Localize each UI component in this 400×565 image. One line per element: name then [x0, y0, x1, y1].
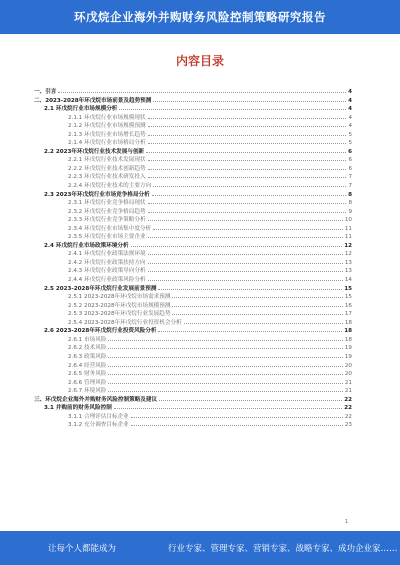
toc-leader-dots [148, 248, 343, 255]
toc-entry-page: 14 [344, 277, 352, 284]
toc-entry-page: 15 [344, 285, 352, 292]
toc-entry[interactable] [34, 257, 352, 266]
toc-leader-dots [146, 146, 346, 153]
toc-leader-dots [148, 257, 343, 264]
toc-entry-label: 2.6.4 经营风险 [68, 362, 107, 369]
toc-leader-dots [108, 385, 342, 392]
toc-entry-page: 11 [344, 225, 352, 232]
toc-entry-label: 2.6.5 财务风险 [68, 371, 107, 378]
toc-entry-page: 22 [344, 413, 352, 420]
toc-entry-page: 18 [344, 328, 352, 335]
toc-entry-label: 2.1 环戊烷行业市场规模分析 [44, 106, 118, 113]
toc-entry-page: 9 [348, 208, 352, 215]
toc-entry-label: 2.1.1 环戊烷行业市场规模现状 [68, 114, 146, 121]
toc-entry-page: 20 [344, 371, 352, 378]
toc-entry-label: 2.5.1 2023-2028年环戊烷市场需求预测 [68, 294, 171, 301]
toc-leader-dots [148, 120, 347, 127]
toc-entry-label: 2.4.4 环戊烷行业政策风险分析 [68, 277, 146, 284]
toc-entry-label: 2.5.3 2023-2028年环戊烷行业发展趋势 [68, 311, 171, 318]
toc-entry[interactable] [34, 334, 352, 343]
toc-entry-label: 2.6.1 市场风险 [68, 336, 107, 343]
toc-leader-dots [148, 171, 347, 178]
table-of-contents [34, 86, 352, 428]
toc-entry[interactable] [34, 240, 352, 249]
toc-entry-label: 2.6 2023-2028年环戊烷行业投资风险分析 [44, 328, 157, 335]
toc-entry[interactable] [34, 351, 352, 360]
toc-entry[interactable] [34, 360, 352, 369]
toc-entry-label: 2.5.2 2023-2028年环戊烷市场规模预测 [68, 302, 171, 309]
toc-entry-page: 13 [344, 268, 352, 275]
toc-entry[interactable] [34, 129, 352, 138]
toc-leader-dots [148, 137, 347, 144]
toc-entry-page: 11 [344, 234, 352, 241]
toc-leader-dots [172, 308, 342, 315]
toc-leader-dots [148, 129, 347, 136]
toc-title: 内容目录 [175, 54, 224, 68]
toc-entry-label: 2.2.3 环戊烷行业技术研发投入 [68, 174, 146, 181]
toc-leader-dots [131, 240, 343, 247]
toc-entry[interactable] [34, 206, 352, 215]
toc-entry-page: 7 [348, 183, 352, 190]
toc-entry-label: 2.6.7 环境风险 [68, 388, 107, 395]
toc-leader-dots [148, 274, 343, 281]
toc-entry[interactable] [34, 189, 352, 198]
toc-entry[interactable] [34, 137, 352, 146]
toc-entry-label: 3.1 并购前的财务风险控制 [44, 405, 112, 412]
toc-leader-dots [131, 411, 343, 418]
toc-entry[interactable] [34, 283, 352, 292]
toc-leader-dots [131, 419, 343, 426]
toc-leader-dots [152, 189, 346, 196]
toc-entry-label: 2.3.1 环戊烷行业竞争格局现状 [68, 200, 146, 207]
toc-entry-label: 2.3.5 环戊烷行业市场主要企业 [68, 234, 146, 241]
toc-entry[interactable] [34, 231, 352, 240]
toc-leader-dots [153, 223, 343, 230]
toc-entry-page: 21 [344, 379, 352, 386]
toc-entry[interactable] [34, 112, 352, 121]
toc-leader-dots [148, 163, 347, 170]
toc-entry-page: 5 [348, 140, 352, 147]
toc-leader-dots [172, 291, 342, 298]
toc-entry[interactable] [34, 291, 352, 300]
toc-entry-label: 2.2.2 环戊烷行业技术创新趋势 [68, 165, 146, 172]
toc-leader-dots [158, 325, 342, 332]
toc-leader-dots [148, 231, 343, 238]
toc-entry-page: 4 [348, 114, 352, 121]
toc-entry-page: 12 [344, 251, 352, 258]
toc-entry[interactable] [34, 120, 352, 129]
toc-leader-dots [158, 283, 342, 290]
toc-entry[interactable] [34, 368, 352, 377]
toc-leader-dots [148, 214, 343, 221]
toc-entry-label: 2.4.1 环戊烷行业政策法规环境 [68, 251, 146, 258]
toc-leader-dots [108, 334, 342, 341]
toc-entry[interactable] [34, 402, 352, 411]
toc-entry-label: 2.4.2 环戊烷行业政策扶持方向 [68, 259, 146, 266]
toc-leader-dots [184, 317, 343, 324]
toc-entry-page: 20 [344, 362, 352, 369]
toc-entry[interactable] [34, 385, 352, 394]
toc-entry-page: 4 [348, 89, 352, 95]
toc-entry[interactable] [34, 317, 352, 326]
toc-leader-dots [159, 394, 342, 401]
toc-entry-label: 2.3.3 环戊烷行业竞争策略分析 [68, 217, 146, 224]
toc-entry-page: 22 [344, 396, 352, 403]
toc-entry[interactable] [34, 163, 352, 172]
toc-entry-label: 2.3.4 环戊烷行业市场集中度分析 [68, 225, 152, 232]
toc-entry-label: 2.5.4 2023-2028年环戊烷行业投资机会分析 [68, 319, 182, 326]
toc-entry[interactable] [34, 274, 352, 283]
toc-entry-page: 16 [344, 302, 352, 309]
toc-entry[interactable] [34, 214, 352, 223]
toc-entry[interactable] [34, 394, 352, 403]
toc-entry-page: 15 [344, 294, 352, 301]
toc-entry-label: 2.2.1 环戊烷行业技术发展现状 [68, 157, 146, 164]
toc-leader-dots [153, 95, 346, 102]
toc-entry[interactable] [34, 180, 352, 189]
toc-entry-label: 2.4 环戊烷行业市场政策环境分析 [44, 242, 129, 249]
toc-entry-label: 2.5 2023-2028年环戊烷行业发展前景预测 [44, 285, 157, 292]
toc-entry-label: 2.2.4 环戊烷行业技术的主要方向 [68, 183, 152, 190]
toc-leader-dots [108, 342, 342, 349]
toc-entry-label: 2.1.4 环戊烷行业市场格局分析 [68, 140, 146, 147]
toc-entry-page: 12 [344, 242, 352, 249]
toc-entry[interactable] [34, 154, 352, 163]
footer-band [0, 531, 400, 565]
toc-entry[interactable] [34, 377, 352, 386]
toc-entry-page: 6 [348, 157, 352, 164]
toc-entry-page: 18 [344, 336, 352, 343]
toc-entry[interactable] [34, 171, 352, 180]
toc-entry-page: 18 [344, 319, 352, 326]
document-title: 环戊烷企业海外并购财务风险控制策略研究报告 [74, 10, 326, 24]
toc-entry-label: 二、2023-2028年环戊烷市场前景及趋势预测 [34, 97, 152, 104]
toc-leader-dots [148, 265, 343, 272]
toc-entry-page: 22 [344, 405, 352, 412]
toc-leader-dots [108, 377, 342, 384]
toc-entry-page: 4 [348, 97, 352, 104]
toc-entry-page: 23 [344, 422, 352, 429]
toc-entry-page: 6 [348, 148, 352, 155]
toc-entry-page: 7 [348, 174, 352, 181]
toc-entry-label: 3.1.2 充分调查目标企业 [68, 422, 129, 429]
toc-entry[interactable] [34, 308, 352, 317]
toc-leader-dots [148, 112, 347, 119]
toc-entry-label: 2.4.3 环戊烷行业政策导向分析 [68, 268, 146, 275]
toc-entry-page: 8 [348, 191, 352, 198]
toc-leader-dots [108, 368, 342, 375]
toc-entry-label: 2.2 2023年环戊烷行业技术发展与创新 [44, 148, 145, 155]
toc-entry[interactable] [34, 223, 352, 232]
toc-entry[interactable] [34, 146, 352, 155]
toc-entry-page: 19 [344, 353, 352, 360]
toc-leader-dots [148, 197, 347, 204]
toc-entry[interactable] [34, 411, 352, 420]
toc-entry[interactable] [34, 248, 352, 257]
toc-entry[interactable] [34, 325, 352, 334]
toc-leader-dots [153, 180, 346, 187]
toc-entry-page: 4 [348, 123, 352, 130]
toc-entry[interactable] [34, 95, 352, 104]
toc-leader-dots [148, 206, 347, 213]
toc-entry[interactable] [34, 197, 352, 206]
toc-entry-label: 一、引言 [34, 89, 57, 95]
toc-entry-label: 2.1.3 环戊烷行业市场增长趋势 [68, 131, 146, 138]
toc-entry[interactable] [34, 86, 352, 95]
toc-leader-dots [108, 351, 342, 358]
toc-leader-dots [114, 402, 342, 409]
toc-entry-page: 6 [348, 165, 352, 172]
toc-entry[interactable] [34, 265, 352, 274]
footer-slogan-left: 让每个人都能成为 [48, 544, 117, 554]
toc-entry-label: 3.1.1 合理评估目标企业 [68, 413, 129, 420]
toc-entry[interactable] [34, 342, 352, 351]
toc-entry-label: 2.6.6 管理风险 [68, 379, 107, 386]
toc-leader-dots [172, 300, 342, 307]
toc-leader-dots [148, 154, 347, 161]
header-band [0, 0, 400, 34]
toc-entry-page: 19 [344, 345, 352, 352]
toc-leader-dots [119, 103, 346, 110]
toc-entry-page: 4 [348, 106, 352, 113]
toc-entry[interactable] [34, 103, 352, 112]
toc-entry-label: 2.3.2 环戊烷行业竞争格局趋势 [68, 208, 146, 215]
footer-slogan-right: 行业专家、管理专家、营销专家、战略专家、成功企业家…… [168, 544, 398, 554]
toc-entry-page: 21 [344, 388, 352, 395]
toc-entry-page: 5 [348, 131, 352, 138]
toc-entry[interactable] [34, 419, 352, 428]
toc-entry-label: 2.3 2023年环戊烷行业市场竞争格局分析 [44, 191, 150, 198]
toc-entry-page: 10 [344, 217, 352, 224]
page-number: 1 [344, 519, 348, 525]
toc-entry[interactable] [34, 300, 352, 309]
toc-entry-page: 13 [344, 259, 352, 266]
toc-entry-label: 2.6.3 政策风险 [68, 353, 107, 360]
toc-entry-page: 8 [348, 200, 352, 207]
toc-entry-label: 2.1.2 环戊烷行业市场规模预测 [68, 123, 146, 130]
toc-entry-label: 三、环戊烷企业海外并购财务风险控制策略及建议 [34, 396, 158, 403]
toc-entry-page: 17 [344, 311, 352, 318]
toc-entry-label: 2.6.2 技术风险 [68, 345, 107, 352]
toc-leader-dots [108, 360, 342, 367]
toc-leader-dots [58, 86, 346, 93]
